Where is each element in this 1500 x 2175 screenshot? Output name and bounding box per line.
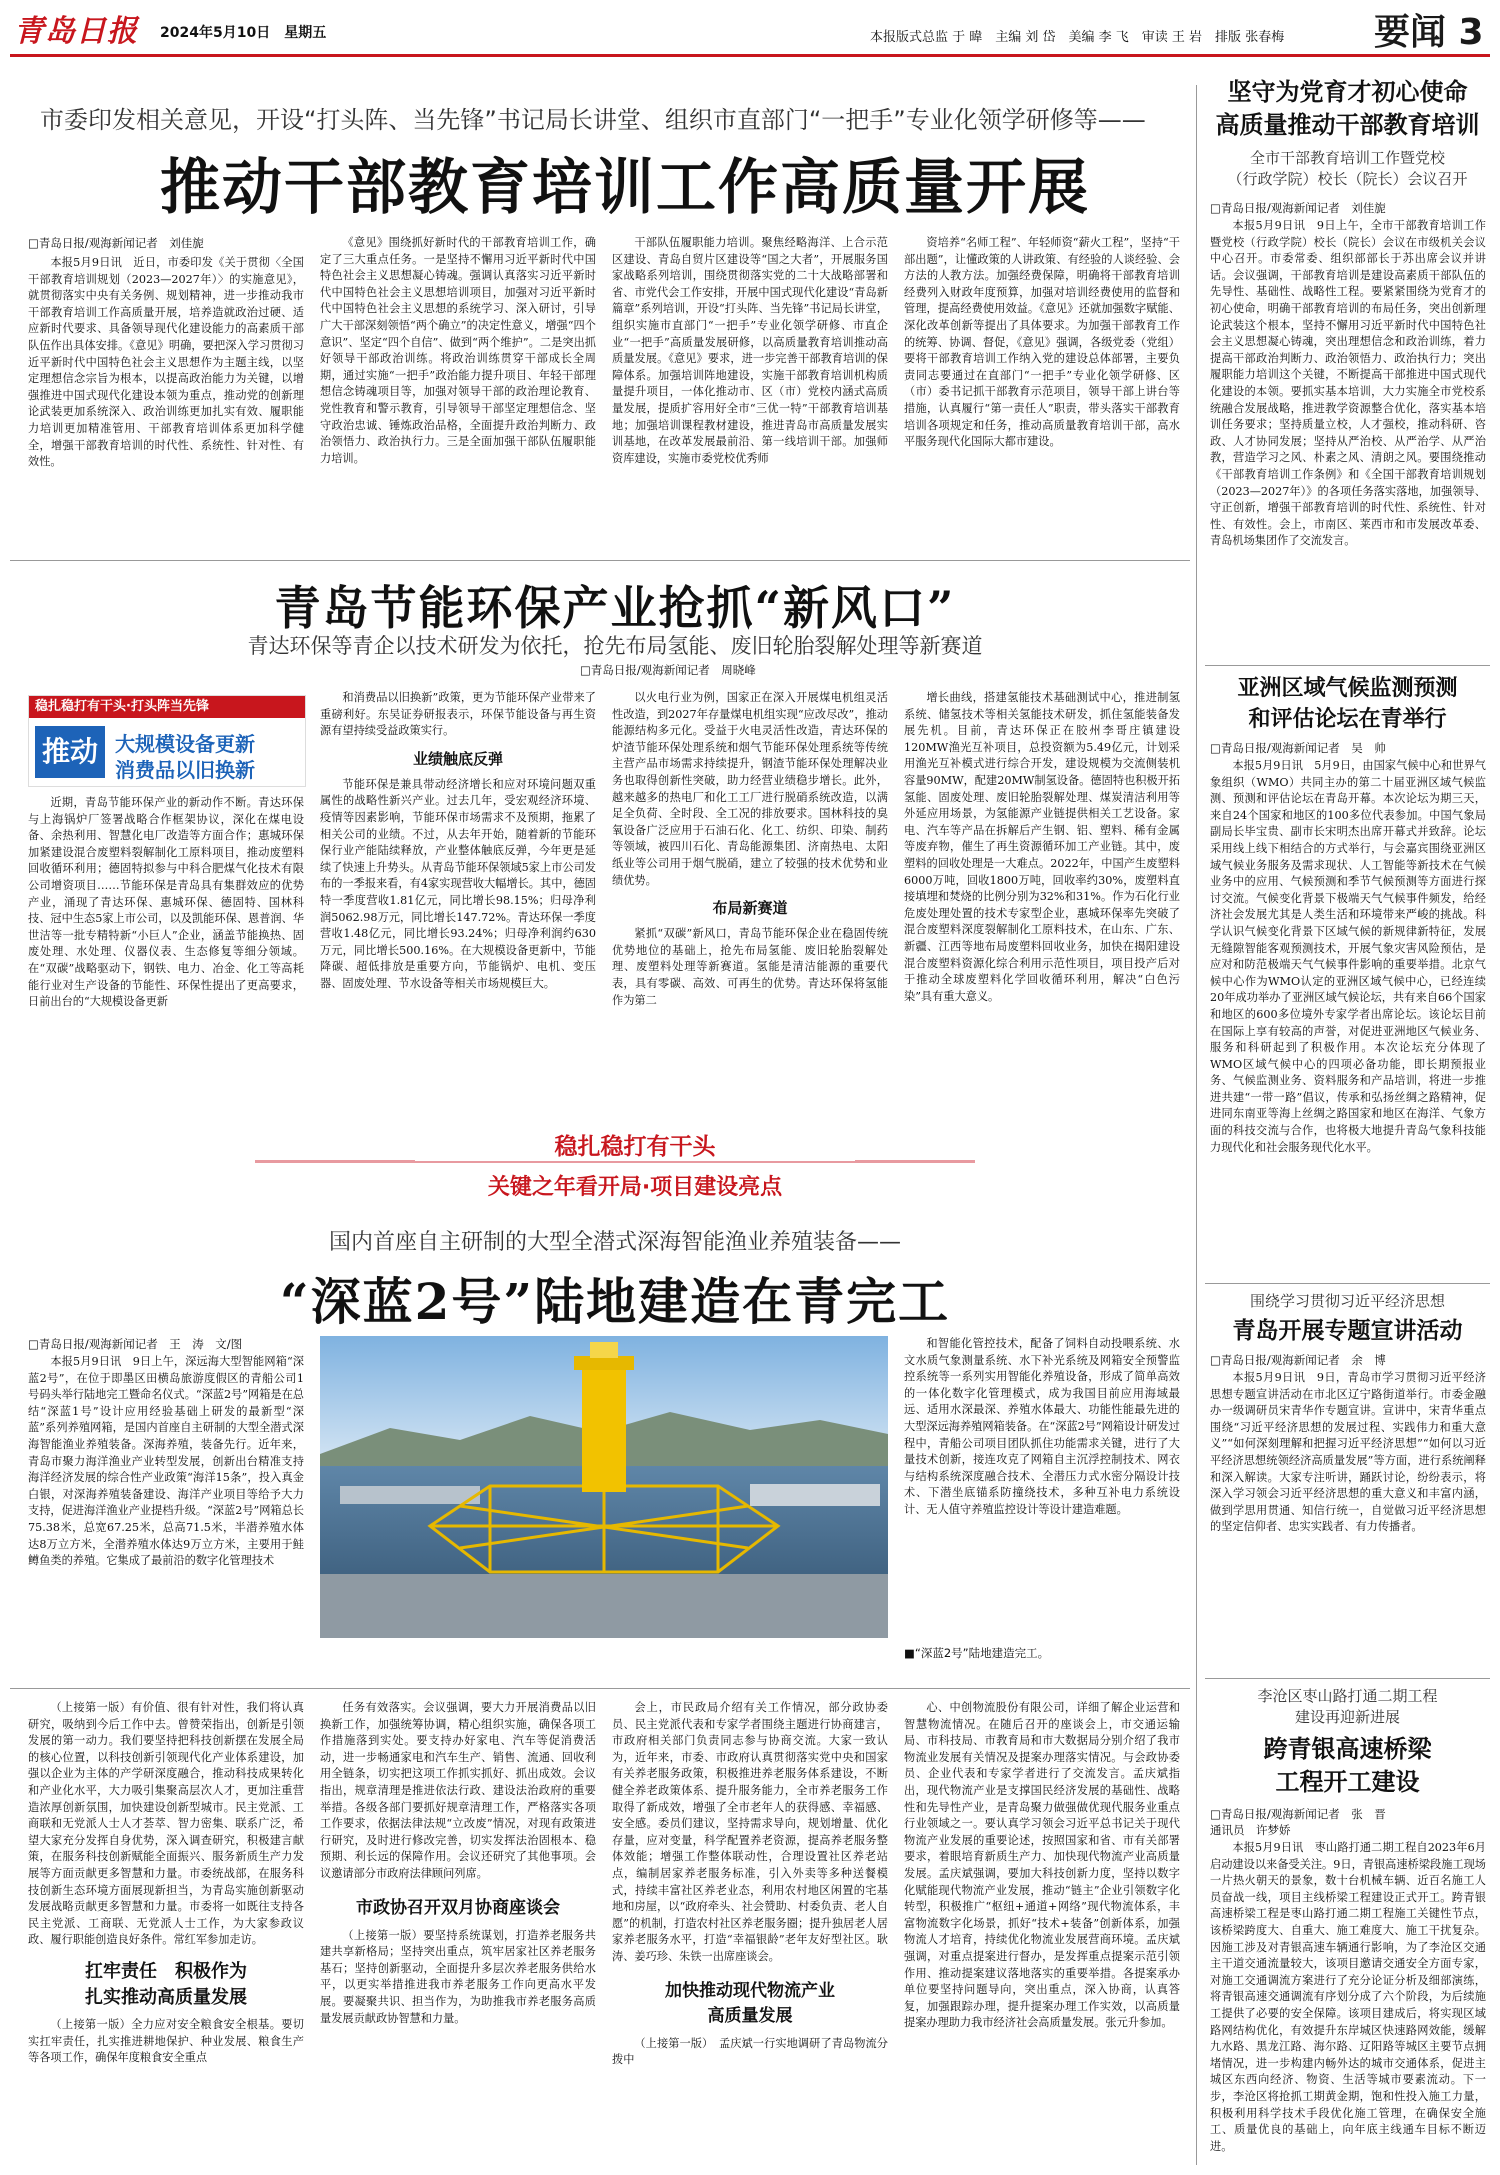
main-column-divider: [1196, 85, 1197, 2165]
article2-byline: □青岛日报/观海新闻记者 周晓峰: [580, 663, 756, 677]
project-banner-line2: 关键之年看开局·项目建设亮点: [487, 1175, 783, 1200]
article1-column-1: 本报5月9日讯 近日，市委印发《关于贯彻〈全国干部教育培训规划（2023—2027年）〉的实施意见》，就贯彻落实中央有关务例、规划精神，进一步推动我市干部教育培训工作高质量开展，培养造就政治过硬、适应新时代要求、具备领导现代化建设能力的高素质干部队伍作出具体安排。《意见》明确，要把深入学习贯彻习近平新时代中国特色社会主义思想作为主题主线，以坚定理想信念宗旨为根本，以提高政治能力为关键，以增强推进中国式现代化建设本领为重点，推动党的创新理论武装更加系统深入、政治训练更加扎实有效、履职能力培训更加精准管用、干部教育培训体系更加科学健全，增强干部教育培训的时代性、系统性、针对性、有效性。: [28, 256, 304, 469]
article2-column-2: 和消费品以旧换新”政策，更为节能环保产业带来了重磅利好。东吴证券研报表示，环保节能设备与再生资源有望持续受益政策实行。 业绩触底反弹 节能环保是兼具带动经济增长和应对环境问题双重属性的战略性新兴产业。过去几年，受宏观经济环境、疫情等因素影响，节能环保市场需求不及预期，拖累了相关公司的业绩。不过，从去年开始，随着新的节能环保行业产能陆续释放，产业整体触底反弹，今年更是延续了快速上升势头。从青岛节能环保领域5家上市公司发布的一季报来看，有4家实现营收大幅增长。其中，德固特一季度营收1.81亿元，同比增长98.15%；归母净利润5062.98万元，同比增长147.72%。青达环保一季度营收1.48亿元，同比增长93.24%；归母净利润约630万元，同比增长500.16%。在大规模设备更新中，节能降碳、超低排放是重要方向，节能锅炉、电机、变压器、固废处理、节水设备等相关市场规模巨大。: [320, 691, 596, 990]
side-divider-3: [1205, 1678, 1490, 1679]
article2-subhead-2: 布局新赛道: [712, 899, 788, 918]
bottom-subhead-1: 扛牢责任 积极作为 扎实推动高质量发展: [85, 1960, 247, 2008]
article3-title: “深蓝2号”陆地建造在青完工: [279, 1272, 951, 1331]
article1-kicker: 市委印发相关意见，开设“打头阵、当先锋”书记局长讲堂、组织市直部门“一把手”专业化领学研修等——: [40, 106, 1146, 134]
article2-title: 青岛节能环保产业抢抓“新风口”: [274, 581, 956, 635]
article2-subhead-1: 业绩触底反弹: [412, 749, 503, 768]
article2-column-4: 增长曲线，搭建氢能技术基础测试中心，推进制氢系统、储氢技术等相关氢能技术研发，抓住氢能装备发展先机。目前，青达环保正在胶州李哥庄镇建设120MW渔光互补项目，总投资额为5.49亿元，计划采用渔光互补模式进行综合开发，建设规模为交流侧装机容量90MW，配建20MW制氢设备。德固特也积极开拓氢能、固废处理、废旧轮胎裂解处理、煤炭清洁利用等外延应用场景，为氢能源产业链提供相关工艺设备。家电、汽车等产品在拆解后产生钢、铝、塑料、稀有金属等废弃物，催生了再生资源循环加工产业链。其中，废塑料的回收处理是一大难点。2022年，中国产生废塑料6000万吨，回收1800万吨，回收率约30%，废塑料直接填埋和焚烧的比例分别为32%和31%。作为石化行业危废处理处置的技术专家型企业，惠城环保率先突破了混合废塑料深度裂解制化工原料技术，在山东、广东、新疆、江西等地布局废塑料回收业务，加快在揭阳建设混合废塑料资源化综合利用示范性项目，项目投产后对于推动全球废塑料化学回收循环利用，解决“白色污染”具有重大意义。: [904, 691, 1180, 1003]
article1-column-3: 干部队伍履职能力培训。聚焦经略海洋、上合示范区建设、青岛自贸片区建设等“国之大者”，开展服务国家战略系列培训，围绕贯彻落实党的二十大战略部署和省、市党代会工作安排，开展中国式现代化建设“青岛新篇章”系列培训，开设“打头阵、当先锋”书记局长讲堂，组织实施市直部门“一把手”专业化领学研修、市直企业“一把手”高质量发展研修，以高质量教育培训推动高质量发展。《意见》要求，进一步完善干部教育培训的保障体系。加强培训阵地建设，实施干部教育培训机构质量提升项目，一体化推动市、区（市）党校内涵式高质量发展，提质扩容用好全市“三优一特”干部教育培训基地；加强培训课程教材建设，推进青岛市高质量发展实训基地，在改革发展最前沿、第一线培训干部。加强师资库建设，实施市委党校优秀师: [612, 236, 888, 465]
side1-title: 坚守为党育才初心使命 高质量推动干部教育培训: [1215, 77, 1480, 139]
staff-credits: 本报版式总监 于 暐 主编 刘 岱 美编 李 飞 审读 王 岩 排版 张春梅: [870, 30, 1285, 45]
policy-badge: [28, 695, 306, 787]
bottom-subhead-3: 加快推动现代物流产业 高质量发展: [665, 1980, 835, 2026]
deep-blue-2-photo: [320, 1336, 888, 1638]
side1-body: 本报5月9日讯 9日上午，全市干部教育培训工作暨党校（行政学院）校长（院长）会议在市级机关会议中心召开。市委常委、组织部部长于苏出席会议并讲话。会议强调，干部教育培训是建设高素质干部队伍的先导性、基础性、战略性工程。要紧紧围绕为党育才的初心使命，明确干部教育培训的布局任务，突出创新理论武装这个根本，坚持不懈用习近平新时代中国特色社会主义思想凝心铸魂，突出理想信念和政治训练，着力提高干部政治判断力、政治领悟力、政治执行力；突出履职能力培训这个关键，不断提高干部推进中国式现代化建设的本领。要抓实基本培训，大力实施全市党校系统融合发展战略，推进教学资源整合优化，落实基本培训任务要求；坚持质量立校，人才强校，推动科研、咨政、人才协同发展；坚持从严治校、从严治学、从严治教，营造学习之风、朴素之风、清朗之风。要围绕推动《干部教育培训工作条例》和《全国干部教育培训规划（2023—2027年）》的各项任务落实落地，加强领导、守正创新，增强干部教育培训的时代性、系统性、针对性、有效性。会上，市南区、莱西市和市发展改革委、青岛机场集团作了交流发言。: [1210, 219, 1486, 548]
bottom-subhead-2: 市政协召开双月协商座谈会: [356, 1897, 560, 1918]
article3-byline: □青岛日报/观海新闻记者 王 涛 文/图: [28, 1337, 243, 1351]
bottom-column-3: 会上，市民政局介绍有关工作情况，部分政协委员、民主党派代表和专家学者围绕主题进行协商建言，市政府相关部门负责同志参与协商交流。大家一致认为，近年来，市委、市政府认真贯彻落实党中央和国家有关养老服务政策，积极推进养老服务体系建设，不断健全养老政策体系、提升服务能力，全市养老服务工作取得了新成效，增强了全市老年人的获得感、幸福感、安全感。委员们建议，坚持需求导向，规划增量、优化存量，应对变量，科学配置养老资源，提高养老服务整体效能；增强工作整体联动性，合理设置社区养老站点，编制居家养老服务标准，引入外卖等多种送餐模式，持续丰富社区养老业态，利用农村地区闲置的宅基地和房屋，以“政府牵头、社会赞助、村委负责、老人自愿”的机制，打造农村社区养老服务圈；提升独居老人居家养老服务水平，打造“幸福银龄”老年友好型社区。耿涛、姜巧珍、朱铁一出席座谈会。 加快推动现代物流产业 高质量发展 （上接第一版） 孟庆斌一行实地调研了青岛物流分拨中: [612, 1701, 888, 2067]
side-divider-1: [1205, 665, 1490, 666]
section-title: 要闻 3: [1374, 12, 1484, 53]
side3-body: 本报5月9日讯 9日，青岛市学习贯彻习近平经济思想专题宣讲活动在市北区辽宁路街道举行。市委金融办一级调研员宋青华作专题宣讲。宣讲中，宋青华重点围绕“习近平经济思想的发展过程、实践伟力和重大意义”“如何深刻理解和把握习近平经济思想”“如何以习近平经济思想统领经济高质量发展”等方面，进行系统阐释和深入解读。大家专注听讲，踊跃讨论，纷纷表示，将深入学习领会习近平经济思想的重大意义和丰富内涵，做到学思用贯通、知信行统一，自觉做习近平经济思想的坚定信仰者、忠实实践者、有力传播者。: [1210, 1371, 1486, 1534]
side4-kicker: 李沧区枣山路打通二期工程 建设再迎新进展: [1257, 1687, 1438, 1726]
side2-title: 亚洲区域气候监测预测 和评估论坛在青举行: [1237, 675, 1458, 732]
article1-title: 推动干部教育培训工作高质量开展: [160, 153, 1090, 223]
article2-column-3: 以火电行业为例，国家正在深入开展煤电机组灵活性改造，到2027年存量煤电机组实现“应改尽改”，推动能源结构多元化。受益于火电灵活性改造，青达环保的炉渣节能环保处理系统和烟气节能环保处理系统等传统主营产品市场需求持续提升，钢渣节能环保处理解决业务也取得创新性突破，助力经营业绩稳步增长。此外，越来越多的热电厂和化工工厂进行脱硝系统改造，以满足全负荷、全时段、全工况的排放要求。国林科技的臭氧设备广泛应用于石油石化、化工、纺织、印染、制药等领域，被四川石化、青岛能源集团、济南热电、太阳纸业等公司用于烟气脱硝，建立了较强的技术优势和业绩优势。 布局新赛道 紧抓“双碳”新风口，青岛节能环保企业在稳固传统优势地位的基础上，抢先布局氢能、废旧轮胎裂解处理、废塑料处理等新赛道。氢能是清洁能源的重要代表，具有零碳、高效、可再生的优势。青达环保将氢能作为第二: [612, 691, 888, 1007]
bottom-column-1: （上接第一版）有价值、很有针对性，我们将认真研究，吸纳到今后工作中去。曾赞荣指出，创新是引领发展的第一动力。我们要坚持把科技创新摆在发展全局的核心位置，以科技创新引领现代化产业体系建设，加强以企业为主体的产学研深度融合，推动科技成果转化和产业化水平，大力吸引集聚高层次人才，更加注重营造浓厚创新氛围，加快建设创新型城市。民主党派、工商联和无党派人士人才荟萃、智力密集、联系广泛，希望大家充分发挥自身优势，深入调查研究，积极建言献策，在服务科技创新赋能全面振兴、服务新质生产力发展等方面贡献更多智慧和力量。市委统战部，在服务科技创新生态环境方面展现新担当，为青岛实施创新驱动发展战略贡献更多智慧和力量。市委将一如既往支持各民主党派、工商联、无党派人士工作，为大家参政议政、履行职能创造良好条件。常红军参加走访。 扛牢责任 积极作为 扎实推动高质量发展 （上接第一版）全力应对安全粮食安全根基。要切实扛牢责任，扎实推进耕地保护、种业发展、粮食生产等各项工作，确保年度粮食安全重点: [28, 1701, 304, 2065]
policy-badge-main: 推动: [35, 726, 105, 778]
side4-byline: □青岛日报/观海新闻记者 张 晋 通讯员 许梦娇: [1210, 1807, 1386, 1837]
photo-caption: ■“深蓝2号”陆地建造完工。: [904, 1646, 1050, 1660]
side4-title: 跨青银高速桥梁 工程开工建设: [1263, 1734, 1432, 1796]
article1-column-4: 资培养“名师工程”、年轻师资“薪火工程”，坚持“干部出题”，让懂政策的人讲政策、有经验的人谈经验、会方法的人教方法。加强经费保障，明确将干部教育培训经费列入财政年度预算，加强对培训经费使用的监督和管理，提高经费使用效益。《意见》还就加强数字赋能、深化改革创新等提出了具体要求。为加强干部教育工作的统筹、协调、督促，《意见》强调，各级党委（党组）要将干部教育培训工作纳入党的建设总体部署，主要负责同志要通过在直部门“一把手”专业化领学研修、区（市）委书记抓干部教育示范项目，领导干部上讲台等措施，认真履行“第一责任人”职责，带头落实干部教育培训各项规定和任务，推动高质量教育培训干部，高水平服务现代化国际大都市建设。: [904, 236, 1180, 449]
side1-subtitle: 全市干部教育培训工作暨党校 （行政学院）校长（院长）会议召开: [1227, 149, 1468, 188]
article2-column-1: 近期，青岛节能环保产业的新动作不断。青达环保与上海锅炉厂签署战略合作框架协议，深化在煤电设备、余热利用、智慧化电厂改造等方面合作；惠城环保加紧建设混合废塑料裂解制化工原料项目，推动废塑料回收循环利用；德固特拟参与中科合肥煤气化技术有限公司增资项目……节能环保是青岛具有集群效应的优势产业，涌现了青达环保、惠城环保、德固特、国林科技、冠中生态5家上市公司，以及凯能环保、恩普润、华世洁等一批专精特新“小巨人”企业，涵盖节能换热、固废处理、水处理、仪器仪表、生态修复等细分领域。在“双碳”战略驱动下，钢铁、电力、冶金、化工等高耗能行业对生产设备的节能性、环保性提出了更高要求，日前出台的“大规模设备更新: [28, 796, 304, 1009]
side2-byline: □青岛日报/观海新闻记者 吴 帅: [1210, 741, 1386, 755]
bottom-column-4: 心、中创物流股份有限公司，详细了解企业运营和智慧物流情况。在随后召开的座谈会上，市交通运输局、市科技局、市教育局和市大数据局分别介绍了我市物流业发展有关情况及提案办理落实情况。与会政协委员、企业代表和专家学者进行了交流发言。孟庆斌指出，现代物流产业是支撑国民经济发展的基础性、战略性和先导性产业，是青岛聚力做强做优现代服务业重点行业领域之一。要认真学习领会习近平总书记关于现代物流产业发展的重要论述，按照国家和省、市有关部署要求，着眼培育新质生产力、加快现代物流产业高质量发展。孟庆斌强调，要加大科技创新力度，坚持以数字化赋能现代物流产业发展，推动“链主”企业引领数字化转型，积极推广“枢纽+通道+网络”现代物流体系，丰富物流数字化场景，抓好“技术+装备”创新体系，加强物流人才培育，持续优化物流业发展营商环境。孟庆斌强调，对重点提案进行督办，是发挥重点提案示范引领作用、推动提案建议落地落实的重要举措。各提案承办单位要坚持问题导向，突出重点，深入协商，认真答复，加强跟踪办理，提升提案办理工作实效，以高质量提案办理助力我市经济社会高质量发展。张元升参加。: [904, 1701, 1180, 2030]
side3-title: 青岛开展专题宣讲活动: [1232, 1317, 1463, 1344]
article3-kicker: 国内首座自主研制的大型全潜式深海智能渔业养殖装备——: [328, 1230, 901, 1255]
policy-badge-line2: 消费品以旧换新: [115, 758, 255, 782]
policy-badge-banner: 稳扎稳打有干头·打头阵当先锋: [29, 696, 305, 718]
project-banner-line1: 稳扎稳打有干头: [415, 1128, 855, 1161]
side-divider-2: [1205, 1283, 1490, 1284]
article3-column-2: 和智能化管控技术，配备了饲料自动投喂系统、水文水质气象测量系统、水下补光系统及网箱安全预警监控系统等一系列实用智能化养殖设备，形成了简单高效的一体化数字化管理模式，成为我国目前应用海域最远、适用水深最深、养殖水体最大、功能性能最先进的大型深远海养殖网箱装备。在“深蓝2号”网箱设计研发过程中，青船公司项目团队抓住功能需求关键，进行了大量技术创新，接连攻克了网箱自主沉浮控制技术、网衣与结构系统深度融合技术、全潜压力式水密分隔设计技术、下潜坐底锚系防撞绕技术，多种互补电力系统设计、无人值守养殖监控设计等设计建造难题。: [904, 1337, 1180, 1516]
issue-date: 2024年5月10日 星期五: [160, 25, 327, 41]
header-rule: [10, 54, 1490, 57]
side3-byline: □青岛日报/观海新闻记者 余 博: [1210, 1353, 1386, 1367]
article-divider-1: [10, 560, 1190, 561]
side1-byline: □青岛日报/观海新闻记者 刘佳旎: [1210, 201, 1386, 215]
deep-blue-2-illustration: [320, 1336, 888, 1638]
article3-column-1: 本报5月9日讯 9日上午，深远海大型智能网箱“深蓝2号”，在位于即墨区田横岛旅游度假区的青船公司1号码头举行陆地完工暨命名仪式。“深蓝2号”网箱是在总结“深蓝1号”设计应用经验基础上研发的最新型“深蓝”系列养殖网箱，是国内首座自主研制的大型全潜式深海智能渔业养殖装备。深海养殖，装备先行。近年来，青岛市聚力海洋渔业产业转型发展，创新出台精准支持海洋经济发展的综合性产业政策“海洋15条”，投入真金白银，对深海养殖装备建设、海洋产业项目等给予大力支持，促进海洋渔业产业提档升级。“深蓝2号”网箱总长75.38米，总宽67.25米，总高71.5米，半潜养殖水体达8万立方米，全潜养殖水体达9万立方米，主要用于鲑鳟鱼类的养殖。它集成了最前沿的数字化管理技术: [28, 1355, 304, 1568]
article1-column-2: 《意见》围绕抓好新时代的干部教育培训工作，确定了三大重点任务。一是坚持不懈用习近平新时代中国特色社会主义思想凝心铸魂。强调认真落实习近平新时代中国特色社会主义思想培训项目，加强对习近平新时代中国特色社会主义思想的系统学习、深入研讨，引导广大干部深刻领悟“两个确立”的决定性意义，增强“四个意识”、坚定“四个自信”、做到“两个维护”。二是突出抓好领导干部政治训练。将政治训练贯穿干部成长全周期，通过实施“一把手”政治能力提升项目、年轻干部理想信念铸魂项目等，加强对领导干部的政治理论教育、党性教育和警示教育，引导领导干部坚定理想信念、坚守政治忠诚、锤炼政治品格，全面提升政治判断力、政治领悟力、政治执行力。三是全面加强干部队伍履职能力培训。: [320, 236, 596, 465]
side4-body: 本报5月9日讯 枣山路打通二期工程自2023年6月启动建设以来备受关注。9日，青银高速桥梁段施工现场一片热火朝天的景象，数十台机械车辆、近百名施工人员奋战一线，项目主线桥梁工程建设正式开工。跨青银高速桥梁工程是枣山路打通二期工程施工关键性节点，该桥梁跨度大、自重大、施工难度大、施工干扰复杂。因施工涉及对青银高速车辆通行影响，为了李沧区交通主干道交通流量较大，该项目邀请交通安全方面专家，对施工交通调流方案进行了充分论证分析及细部演练，将青银高速交通调流有序划分成了六个阶段，为后续施工提供了必要的安全保障。该项目建成后，将实现区域路网结构优化，有效提升东岸城区快速路网效能，缓解九水路、黑龙江路、海尔路、辽阳路等城区主要节点拥堵情况，进一步构建内畅外达的城市交通体系，促进主城区东西向经济、物资、生活等城市要素流动。下一步，李沧区将抢抓工期黄金期，饱和性投入施工力量，积极利用科学技术手段优化施工管理，在确保安全施工、质量优良的基础上，向年底主线通车目标不断迈进。: [1210, 1841, 1486, 2153]
article-divider-2: [10, 1688, 1190, 1689]
article1-byline: □青岛日报/观海新闻记者 刘佳旎: [28, 236, 204, 250]
policy-badge-line1: 大规模设备更新: [115, 732, 255, 756]
side3-kicker: 围绕学习贯彻习近平经济思想: [1249, 1292, 1445, 1310]
bottom-column-2: 任务有效落实。会议强调，要大力开展消费品以旧换新工作，加强统筹协调，精心组织实施，确保各项工作措施落到实处。要支持办好家电、汽车等促消费活动，进一步畅通家电和汽车生产、销售、流通、回收利用全链条，切实把这项工作抓实抓好、抓出成效。会议指出，规章清理是推进依法行政、建设法治政府的重要举措。各级各部门要抓好规章清理工作，严格落实各项工作要求，依据法律法规“立改废”情况，对现有政策进行研究，及时进行修改完善，切实发挥法治固根本、稳预期、利长远的保障作用。会议还研究了其他事项。会议邀请部分市政府法律顾问列席。 市政协召开双月协商座谈会 （上接第一版）要坚持系统谋划，打造养老服务共建共享新格局；坚持突出重点，筑牢居家社区养老服务基石；坚持创新驱动，全面提升多层次养老服务供给水平，以更实举措推进我市养老服务工作向更高水平发展。要凝聚共识、担当作为，为助推我市养老服务高质量发展贡献政协智慧和力量。: [320, 1701, 596, 2025]
article2-subtitle: 青达环保等青企以技术研发为依托，抢先布局氢能、废旧轮胎裂解处理等新赛道: [247, 634, 983, 658]
project-banner: [255, 1128, 975, 1210]
newspaper-logo: 青岛日报: [14, 14, 138, 49]
side2-body: 本报5月9日讯 5月9日，由国家气候中心和世界气象组织（WMO）共同主办的第二十届亚洲区域气候监测、预测和评估论坛在青岛开幕。本次论坛为期三天，来自24个国家和地区的100多位代表参加。中国气象局副局长毕宝贵、副市长宋明杰出席开幕式并致辞。论坛采用线上线下相结合的方式举行，与会嘉宾围绕亚洲区域气候业务服务及需求现状、人工智能等新技术在气候业务中的应用、气候预测和季节气候预测等方面进行探讨交流。气候变化背景下极端天气气候事件频发，给经济社会发展尤其是人类生活和环境带来严峻的挑战。科学认识气候变化背景下区域气候的新规律新特征，发展无缝隙智能客观预测技术，开展气象灾害风险预估，是应对和防范极端天气气候事件影响的重要举措。北京气候中心作为WMO认定的亚洲区域气候中心，已经连续20年成功举办了亚洲区域气候论坛，共有来自66个国家和地区的600多位境外专家学者出席论坛。该论坛目前在国际上享有较高的声誉，对促进亚洲地区气候业务、服务和科研起到了积极作用。本次论坛充分体现了WMO区域气候中心的四项必备功能，即长期预报业务、气候监测业务、资料服务和产品培训，将进一步推进共建“一带一路”倡议，传承和弘扬丝绸之路精神，促进同东南亚等海上丝绸之路国家和地区在海洋、气象方面的科技交流与合作，也将极大地提升青岛气象科技能力现代化和社会服务现代化水平。: [1210, 759, 1486, 1154]
